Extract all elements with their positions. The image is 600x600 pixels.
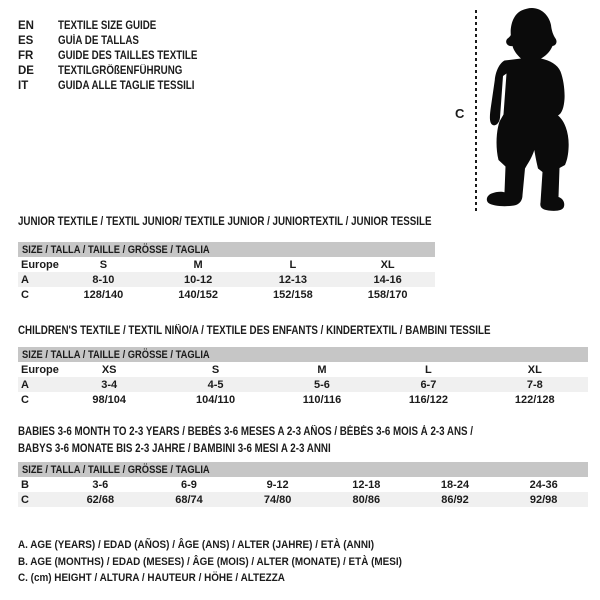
legend-text: B. AGE (MONTHS) / EDAD (MESES) / ÂGE (MOIS) / ALTER (MONATE) / ETÀ (MESI): [18, 555, 402, 568]
language-code: IT: [18, 79, 29, 92]
size-cell: XL: [380, 258, 395, 271]
size-cell: 128/140: [83, 288, 124, 301]
size-cell: S: [99, 258, 108, 271]
size-header-text: SIZE / TALLA / TAILLE / GRÖSSE / TAGLIA: [22, 463, 210, 476]
legend-text: A. AGE (YEARS) / EDAD (AÑOS) / ÂGE (ANS) / ALTER (JAHRE) / ETÀ (ANNI): [18, 539, 375, 552]
size-cell: 6-7: [420, 378, 437, 391]
table-row: [18, 477, 588, 492]
babies-size-table: [18, 462, 588, 507]
row-label: B: [21, 478, 29, 491]
babies-section-title: [18, 424, 553, 458]
language-name: GUÍA DE TALLAS: [58, 34, 139, 47]
size-cell: L: [289, 258, 297, 271]
size-cell: 152/158: [272, 288, 313, 301]
size-cell: L: [425, 363, 432, 376]
size-header-band: [18, 242, 435, 257]
size-cell: 74/80: [263, 493, 292, 506]
language-code: FR: [18, 49, 34, 62]
table-row: [18, 392, 588, 407]
legend-line: [18, 537, 445, 554]
size-cell: 10-12: [184, 273, 213, 286]
size-cell: 8-10: [92, 273, 115, 286]
size-cell: 4-5: [207, 378, 224, 391]
legend-line: [18, 554, 445, 571]
section-title-text: BABYS 3-6 MONATE BIS 2-3 JAHRE / BAMBINI 3-6 MESI A 2-3 ANNI: [18, 443, 331, 455]
row-label: C: [21, 288, 29, 301]
section-title-text: BABIES 3-6 MONTH TO 2-3 YEARS / BEBÉS 3-6 MESES A 2-3 AÑOS / BÉBÉS 3-6 MOIS À 2-3 ANS /: [18, 426, 474, 438]
size-cell: 80/86: [352, 493, 381, 506]
size-header-band: [18, 347, 588, 362]
size-cell: 158/170: [367, 288, 408, 301]
size-cell: 24-36: [529, 478, 558, 491]
size-cell: 7-8: [526, 378, 543, 391]
table-row: [18, 362, 588, 377]
language-code: ES: [18, 34, 34, 47]
junior-section-title: [18, 214, 504, 231]
language-row: [18, 63, 222, 78]
size-cell: 86/92: [441, 493, 469, 506]
language-name: GUIDA ALLE TAGLIE TESSILI: [58, 79, 195, 92]
size-header-band: [18, 462, 588, 477]
table-row: [18, 272, 435, 287]
junior-size-table: [18, 242, 435, 302]
children-size-table: [18, 347, 588, 407]
size-header-text: SIZE / TALLA / TAILLE / GRÖSSE / TAGLIA: [22, 348, 210, 361]
measurement-legend: [18, 537, 445, 587]
size-cell: 3-6: [92, 478, 109, 491]
language-name: GUIDE DES TAILLES TEXTILE: [58, 49, 198, 62]
table-row: [18, 257, 435, 272]
legend-text: C. (cm) HEIGHT / ALTURA / HAUTEUR / HÖHE / ALTEZZA: [18, 572, 285, 585]
size-cell: 104/110: [196, 393, 236, 406]
section-title-text: CHILDREN'S TEXTILE / TEXTIL NIÑO/A / TEXTILE DES ENFANTS / KINDERTEXTIL / BAMBINI TESSILE: [18, 325, 491, 337]
size-cell: M: [193, 258, 203, 271]
row-label: Europe: [21, 258, 59, 271]
row-label: Europe: [21, 363, 59, 376]
language-name: TEXTILGRÖßENFÜHRUNG: [58, 64, 183, 77]
language-row: [18, 33, 222, 48]
size-header-text: SIZE / TALLA / TAILLE / GRÖSSE / TAGLIA: [22, 243, 210, 256]
size-cell: M: [317, 363, 327, 376]
table-row: [18, 377, 588, 392]
language-list: [18, 18, 222, 93]
size-cell: XS: [101, 363, 117, 376]
language-code: DE: [18, 64, 34, 77]
language-row: [18, 18, 222, 33]
size-cell: 116/122: [408, 393, 448, 406]
section-title-text: JUNIOR TEXTILE / TEXTIL JUNIOR/ TEXTILE JUNIOR / JUNIORTEXTIL / JUNIOR TESSILE: [18, 216, 432, 228]
children-section-title: [18, 323, 574, 340]
language-name: TEXTILE SIZE GUIDE: [58, 19, 157, 32]
size-cell: S: [211, 363, 220, 376]
table-row: [18, 287, 435, 302]
row-label: C: [21, 393, 29, 406]
size-cell: 140/152: [178, 288, 218, 301]
language-row: [18, 48, 222, 63]
row-label: A: [21, 378, 29, 391]
size-cell: 9-12: [266, 478, 289, 491]
size-cell: 3-4: [101, 378, 118, 391]
size-cell: 92/98: [529, 493, 558, 506]
size-cell: 12-18: [352, 478, 381, 491]
language-row: [18, 78, 222, 93]
size-cell: 5-6: [314, 378, 330, 391]
size-cell: 68/74: [175, 493, 203, 506]
legend-line: [18, 570, 445, 587]
row-label: C: [21, 493, 29, 506]
row-label: A: [21, 273, 29, 286]
height-measure-line: [475, 10, 477, 212]
size-cell: XL: [527, 363, 542, 376]
size-cell: 110/116: [302, 393, 342, 406]
language-code: EN: [18, 19, 34, 32]
measure-label-c: C: [455, 106, 465, 121]
size-cell: 122/128: [514, 393, 555, 406]
size-cell: 14-16: [373, 273, 402, 286]
size-cell: 12-13: [278, 273, 307, 286]
baby-silhouette-icon: [480, 2, 600, 214]
table-row: [18, 492, 588, 507]
size-cell: 98/104: [92, 393, 127, 406]
size-cell: 18-24: [440, 478, 470, 491]
size-cell: 62/68: [86, 493, 115, 506]
size-cell: 6-9: [181, 478, 197, 491]
